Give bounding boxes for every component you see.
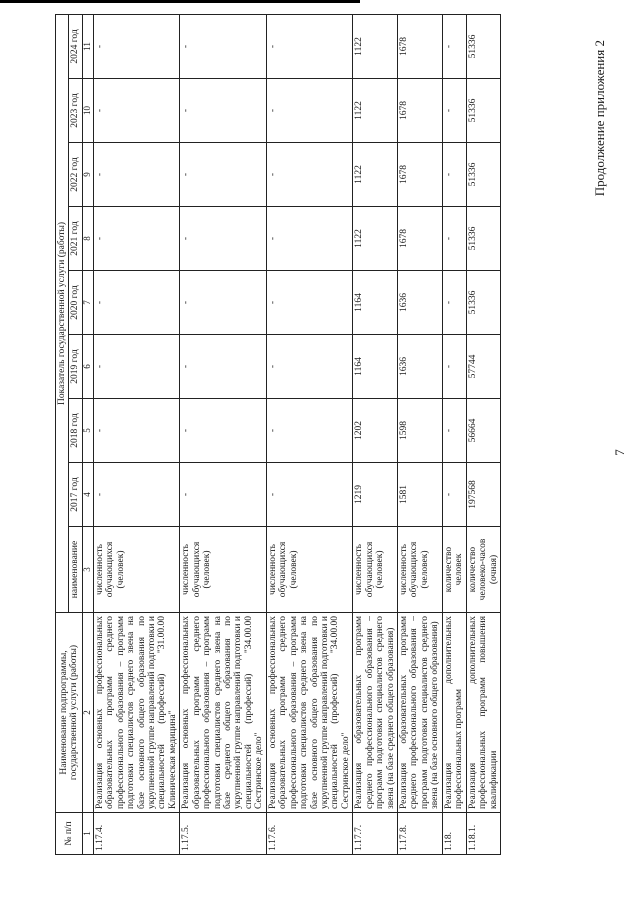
row-value: - (93, 271, 180, 335)
table-row (466, 14, 500, 854)
table-row (180, 14, 267, 854)
header-year: 2022 год (69, 143, 82, 207)
header-year: 2020 год (69, 271, 82, 335)
row-value: - (442, 399, 466, 463)
row-name: Реализация дополнительных профессиональных программ (442, 613, 466, 813)
row-value: - (266, 271, 353, 335)
row-value: 1636 (398, 271, 443, 335)
column-index-row (82, 14, 93, 854)
row-value: - (180, 271, 267, 335)
row-name: Реализация дополнительных профессиональных программ повышения квалификации (466, 613, 500, 813)
row-value: 56664 (466, 399, 500, 463)
table-row (93, 14, 180, 854)
row-value: - (180, 399, 267, 463)
column-index: 4 (82, 463, 93, 527)
row-value: - (266, 79, 353, 143)
row-value: - (442, 335, 466, 399)
row-value: - (266, 463, 353, 527)
header-indicator-group: Показатель государственной услуги (работы) (56, 14, 69, 612)
row-value: - (93, 207, 180, 271)
row-value: 1678 (398, 79, 443, 143)
row-unit: количество человеко-часов (очная) (466, 527, 500, 613)
row-value: - (93, 399, 180, 463)
row-value: 51336 (466, 271, 500, 335)
header-year: 2021 год (69, 207, 82, 271)
row-value: 1164 (353, 335, 398, 399)
header-year: 2023 год (69, 79, 82, 143)
row-value: 51336 (466, 207, 500, 271)
row-value: 1219 (353, 463, 398, 527)
row-value: - (442, 463, 466, 527)
continuation-note: Продолжение приложения 2 (592, 40, 607, 197)
row-number: 1.17.8. (398, 813, 443, 855)
row-unit: численность обучающихся (человек) (93, 527, 180, 613)
row-number: 1.17.6. (266, 813, 353, 855)
row-unit: численность обучающихся (человек) (398, 527, 443, 613)
row-value: 1636 (398, 335, 443, 399)
row-value: - (442, 143, 466, 207)
header-num: № п/п (56, 813, 83, 855)
page-number: 7 (612, 449, 627, 456)
row-number: 1.17.4. (93, 813, 180, 855)
row-value: 1202 (353, 399, 398, 463)
row-value: 1122 (353, 207, 398, 271)
row-value: 57744 (466, 335, 500, 399)
row-value: 51336 (466, 79, 500, 143)
row-value: - (442, 14, 466, 78)
row-value: - (180, 463, 267, 527)
header-row-1 (56, 14, 69, 854)
row-value: - (93, 463, 180, 527)
row-value: - (266, 207, 353, 271)
column-index: 1 (82, 813, 93, 855)
column-index: 2 (82, 613, 93, 813)
row-value: 1122 (353, 79, 398, 143)
column-index: 8 (82, 207, 93, 271)
header-year: 2024 год (69, 14, 82, 78)
column-index: 7 (82, 271, 93, 335)
header-name: Наименование подпрограммы, государственной услуги (работы) (56, 613, 83, 813)
header-unit: наименование (69, 527, 82, 613)
row-value: - (266, 143, 353, 207)
row-value: - (180, 14, 267, 78)
row-value: - (93, 143, 180, 207)
row-name: Реализация образовательных программ среднего профессионального образования – программ подготовки специалистов среднего звена (на базе основного общего образования) (398, 613, 443, 813)
row-name: Реализация основных профессиональных образовательных программ среднего профессионального образования – программ подготовки специалистов среднего звена на базе основного общего образования по укрупненной группе направлений подготовки и специальностей (профессий) "31.00.00 Клиническая медицина" (93, 613, 180, 813)
row-value: 51336 (466, 14, 500, 78)
table-row (266, 14, 353, 854)
column-index: 6 (82, 335, 93, 399)
row-value: 51336 (466, 143, 500, 207)
row-value: - (180, 207, 267, 271)
row-value: 1678 (398, 143, 443, 207)
row-value: 1678 (398, 14, 443, 78)
column-index: 5 (82, 399, 93, 463)
header-year: 2019 год (69, 335, 82, 399)
row-value: 1678 (398, 207, 443, 271)
row-value: - (180, 143, 267, 207)
row-number: 1.18. (442, 813, 466, 855)
row-value: - (93, 335, 180, 399)
row-number: 1.17.7. (353, 813, 398, 855)
row-name: Реализация основных профессиональных образовательных программ среднего профессионального образования – программ подготовки специалистов среднего звена на базе основного общего образования по укрупненной группе направлений подготовки и специальностей (профессий) "34.00.00 Сестринское дело" (266, 613, 353, 813)
column-index: 11 (82, 14, 93, 78)
row-value: - (93, 79, 180, 143)
row-value: 1164 (353, 271, 398, 335)
header-year: 2018 год (69, 399, 82, 463)
column-index: 3 (82, 527, 93, 613)
row-value: - (180, 335, 267, 399)
row-name: Реализация образовательных программ среднего профессионального образования – программ подготовки специалистов среднего звена (на базе среднего общего образования) (353, 613, 398, 813)
table-row (398, 14, 443, 854)
row-unit: численность обучающихся (человек) (353, 527, 398, 613)
row-value: - (442, 79, 466, 143)
header-year: 2017 год (69, 463, 82, 527)
row-value: 1122 (353, 143, 398, 207)
indicator-table (55, 14, 501, 855)
row-unit: количество человек (442, 527, 466, 613)
column-index: 9 (82, 143, 93, 207)
table-row (442, 14, 466, 854)
row-value: - (180, 79, 267, 143)
row-number: 1.17.5. (180, 813, 267, 855)
row-number: 1.18.1. (466, 813, 500, 855)
row-name: Реализация основных профессиональных образовательных программ среднего профессионального образования – программ подготовки специалистов среднего звена на базе среднего общего образования по укрупненной группе направлений подготовки и специальностей (профессий) "34.00.00 Сестринское дело" (180, 613, 267, 813)
row-value: - (266, 14, 353, 78)
row-value: - (266, 335, 353, 399)
row-value: 197568 (466, 463, 500, 527)
row-value: 1598 (398, 399, 443, 463)
row-value: - (442, 271, 466, 335)
row-unit: численность обучающихся (человек) (180, 527, 267, 613)
row-unit: численность обучающихся (человек) (266, 527, 353, 613)
column-index: 10 (82, 79, 93, 143)
row-value: - (93, 14, 180, 78)
table-row (353, 14, 398, 854)
row-value: - (442, 207, 466, 271)
row-value: - (266, 399, 353, 463)
row-value: 1122 (353, 14, 398, 78)
row-value: 1581 (398, 463, 443, 527)
